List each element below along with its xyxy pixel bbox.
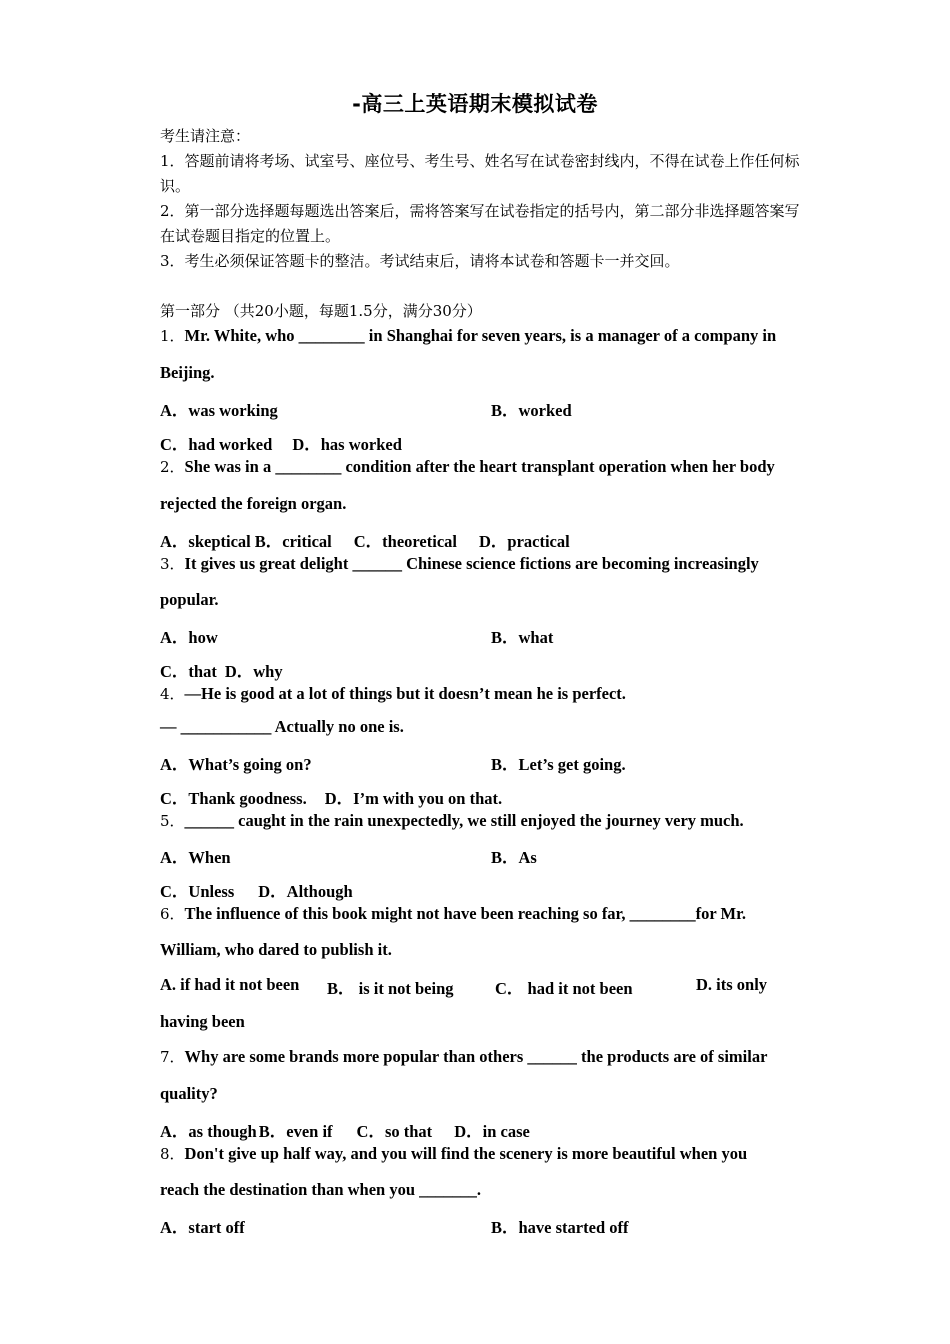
question-6-option-c[interactable]: C． had it not been bbox=[495, 979, 633, 998]
question-4-option-c[interactable]: C．Thank goodness. bbox=[160, 789, 307, 808]
question-number: 6． bbox=[160, 905, 185, 923]
notice-item-3: 3．考生必须保证答题卡的整洁。考试结束后，请将本试卷和答题卡一并交回。 bbox=[160, 252, 680, 270]
question-1-option-b[interactable]: B．worked bbox=[491, 401, 572, 420]
question-8-option-b[interactable]: B．have started off bbox=[491, 1218, 629, 1237]
question-number: 7． bbox=[160, 1048, 185, 1066]
notice-item-2: 2．第一部分选择题每题选出答案后，需将答案写在试卷指定的括号内，第二部分非选择题答案写在试卷题目指定的位置上。 bbox=[160, 202, 800, 245]
question-5-option-a[interactable]: A．When bbox=[160, 848, 231, 867]
notice-item-1: 1．答题前请将考场、试室号、座位号、考生号、姓名写在试卷密封线内，不得在试卷上作任何标识。 bbox=[160, 152, 800, 195]
question-4-option-a[interactable]: A．What’s going on? bbox=[160, 755, 312, 774]
question-1-stem bbox=[160, 325, 776, 346]
question-6-option-b[interactable]: B． is it not being bbox=[327, 979, 454, 998]
question-6-stem-cont: William, who dared to publish it. bbox=[160, 940, 392, 959]
question-7-stem-cont: quality? bbox=[160, 1084, 218, 1103]
question-number: 4． bbox=[160, 685, 185, 703]
question-1-options-cd bbox=[160, 431, 402, 455]
question-3-options-cd bbox=[160, 658, 283, 682]
question-3-stem bbox=[160, 553, 759, 574]
question-text: Mr. White, who ________ in Shanghai for seven years, is a manager of a company in bbox=[184, 326, 777, 345]
question-6-option-a[interactable]: A. if had it not been bbox=[160, 975, 300, 994]
question-text: She was in a ________ condition after the heart transplant operation when her body bbox=[184, 457, 775, 476]
question-1-option-a[interactable]: A．was working bbox=[160, 401, 278, 420]
question-2-option-b[interactable]: B．critical bbox=[254, 532, 332, 551]
question-3-option-c[interactable]: C．that bbox=[160, 662, 217, 681]
question-2-option-c[interactable]: C．theoretical bbox=[353, 532, 457, 551]
question-7-option-b[interactable]: B．even if bbox=[258, 1122, 333, 1141]
question-text: Why are some brands more popular than others ______ the products are of similar bbox=[184, 1047, 768, 1066]
question-number: 8． bbox=[160, 1145, 185, 1163]
question-2-stem-cont: rejected the foreign organ. bbox=[160, 494, 347, 513]
question-7-option-c[interactable]: C．so that bbox=[356, 1122, 433, 1141]
page-title: -高三上英语期末模拟试卷 bbox=[352, 92, 598, 116]
question-6-option-d-cont: having been bbox=[160, 1012, 245, 1031]
question-2-options bbox=[160, 528, 570, 552]
question-4-options-cd bbox=[160, 785, 502, 809]
question-text: It gives us great delight ______ Chinese science fictions are becoming increasingly bbox=[184, 554, 759, 573]
question-5-options-cd bbox=[160, 878, 353, 902]
question-5-stem bbox=[160, 810, 744, 831]
question-5-option-d[interactable]: D．Although bbox=[258, 882, 353, 901]
question-7-option-d[interactable]: D．in case bbox=[454, 1122, 530, 1141]
question-text: —He is good at a lot of things but it doesn’t mean he is perfect. bbox=[184, 684, 626, 703]
question-4-option-b[interactable]: B．Let’s get going. bbox=[491, 755, 626, 774]
question-3-stem-cont: popular. bbox=[160, 590, 219, 609]
question-number: 3． bbox=[160, 555, 185, 573]
question-number: 5． bbox=[160, 812, 185, 830]
question-6-option-d[interactable]: D. its only bbox=[696, 975, 768, 994]
question-1-option-d[interactable]: D．has worked bbox=[292, 435, 402, 454]
question-4-option-d[interactable]: D．I’m with you on that. bbox=[324, 789, 503, 808]
question-number: 1． bbox=[160, 327, 185, 345]
question-7-option-a[interactable]: A．as though bbox=[160, 1122, 257, 1141]
question-text: ______ caught in the rain unexpectedly, we still enjoyed the journey very much. bbox=[184, 811, 744, 830]
question-8-option-a[interactable]: A．start off bbox=[160, 1218, 245, 1237]
question-4-stem-cont: — ___________ Actually no one is. bbox=[160, 717, 404, 736]
question-2-stem bbox=[160, 456, 775, 477]
question-4-stem bbox=[160, 683, 626, 704]
question-6-stem bbox=[160, 903, 746, 924]
question-7-options bbox=[160, 1118, 530, 1142]
question-3-option-a[interactable]: A．how bbox=[160, 628, 218, 647]
question-1-stem-cont: Beijing. bbox=[160, 363, 215, 382]
notice-heading: 考生请注意： bbox=[160, 127, 251, 145]
question-text: The influence of this book might not have been reaching so far, ________for Mr. bbox=[184, 904, 747, 923]
question-number: 2． bbox=[160, 458, 185, 476]
question-5-option-b[interactable]: B．As bbox=[491, 848, 537, 867]
section-heading: 第一部分 （共20小题，每题1.5分，满分30分） bbox=[160, 302, 482, 320]
question-3-option-b[interactable]: B．what bbox=[491, 628, 554, 647]
question-text: Don't give up half way, and you will find the scenery is more beautiful when you bbox=[184, 1144, 748, 1163]
question-5-option-c[interactable]: C．Unless bbox=[160, 882, 235, 901]
question-8-stem-cont: reach the destination than when you _______. bbox=[160, 1180, 482, 1199]
question-7-stem bbox=[160, 1046, 767, 1067]
question-1-option-c[interactable]: C．had worked bbox=[160, 435, 273, 454]
question-8-stem bbox=[160, 1143, 747, 1164]
question-2-option-d[interactable]: D．practical bbox=[478, 532, 570, 551]
question-2-option-a[interactable]: A．skeptical bbox=[160, 532, 251, 551]
question-3-option-d[interactable]: D．why bbox=[224, 662, 283, 681]
